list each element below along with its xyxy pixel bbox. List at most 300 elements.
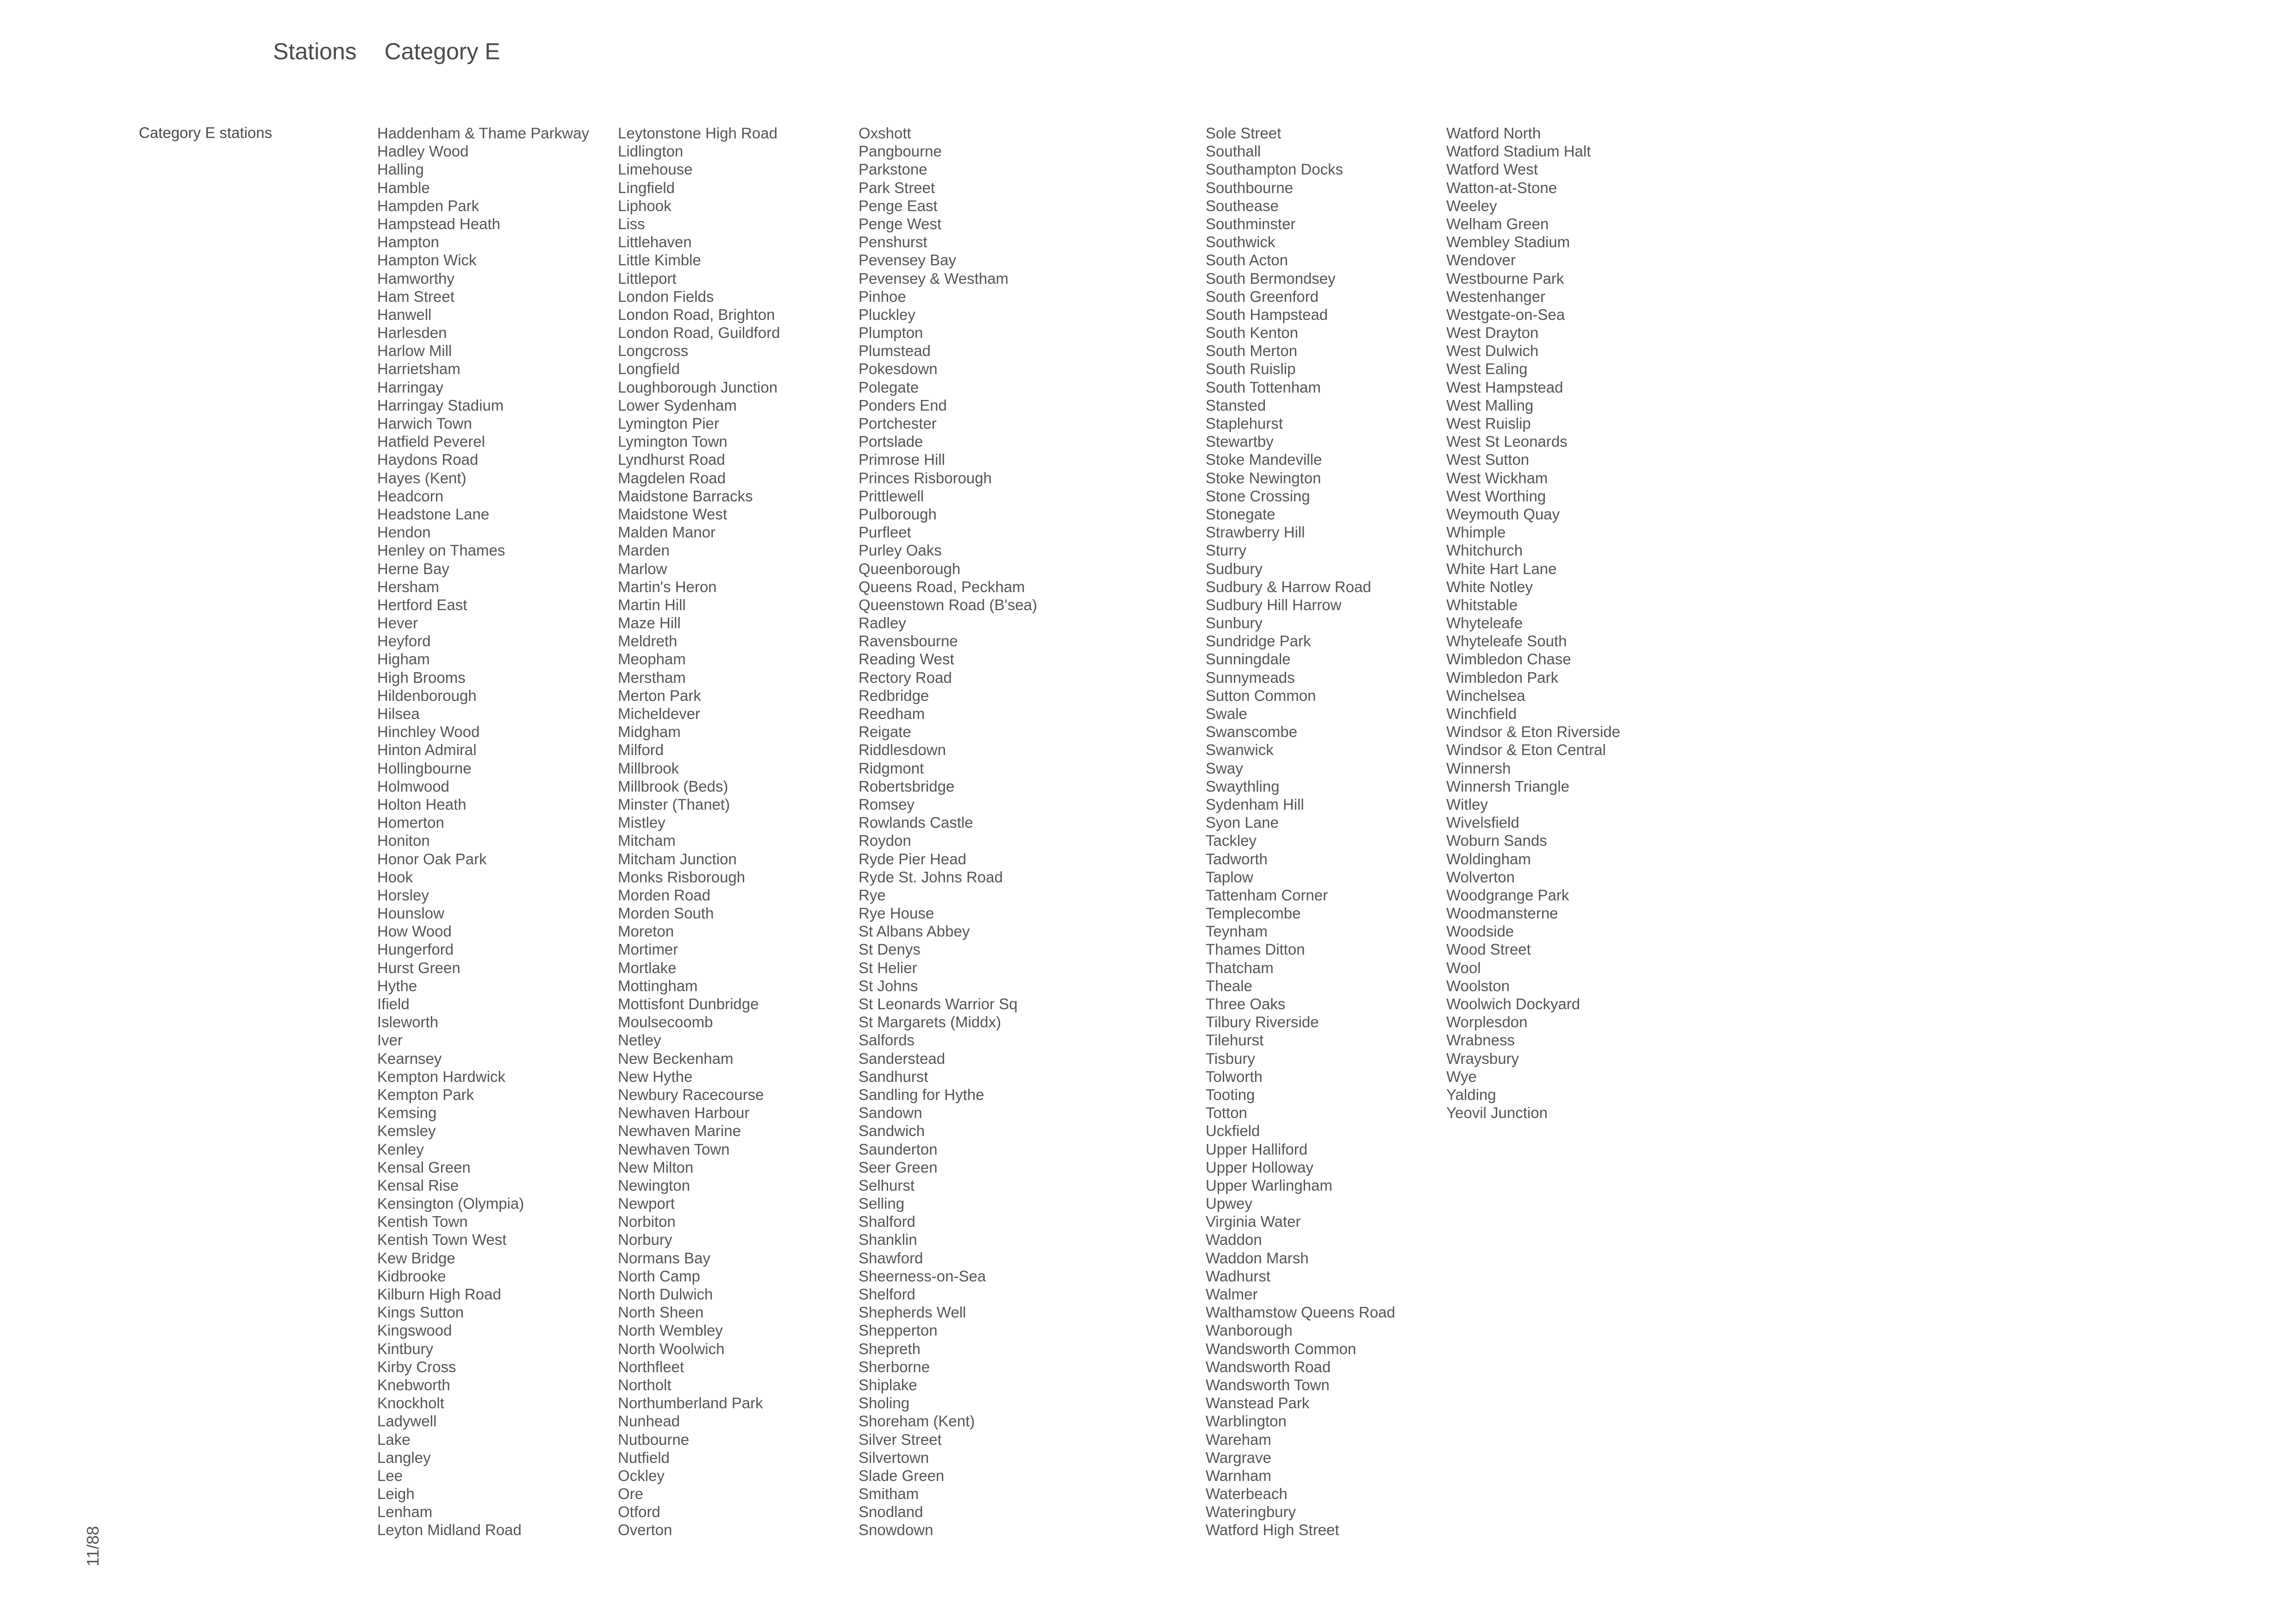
station-name: Swaythling xyxy=(1206,777,1280,795)
station-name: Kensal Green xyxy=(377,1158,471,1176)
station-column-5 xyxy=(1446,124,1620,1122)
station-name: Overton xyxy=(618,1521,672,1539)
station-name: Penge East xyxy=(859,197,938,214)
station-name: North Dulwich xyxy=(618,1286,713,1303)
station-name: Wood Street xyxy=(1446,941,1531,958)
station-name: Windsor & Eton Central xyxy=(1446,741,1606,759)
station-name: Hilsea xyxy=(377,705,420,722)
station-name: Sandhurst xyxy=(859,1068,928,1085)
station-name: Purley Oaks xyxy=(859,542,942,559)
station-name: Hampstead Heath xyxy=(377,215,500,232)
station-name: Romsey xyxy=(859,795,915,813)
station-name: Ryde St. Johns Road xyxy=(859,868,1003,886)
station-name: Sheerness-on-Sea xyxy=(859,1267,986,1285)
station-name: Malden Manor xyxy=(618,524,716,541)
station-name: Lee xyxy=(377,1467,403,1484)
station-name: South Merton xyxy=(1206,342,1298,360)
station-name: Newbury Racecourse xyxy=(618,1086,764,1103)
station-name: Westenhanger xyxy=(1446,287,1546,305)
station-name: Norbiton xyxy=(618,1213,676,1230)
station-name: Waterbeach xyxy=(1206,1485,1288,1503)
station-name: New Milton xyxy=(618,1158,694,1176)
station-name: Henley on Thames xyxy=(377,542,505,559)
station-name: Queenstown Road (B'sea) xyxy=(859,596,1038,613)
station-name: Netley xyxy=(618,1031,661,1049)
station-name: New Hythe xyxy=(618,1068,693,1085)
station-name: Hounslow xyxy=(377,905,444,922)
station-name: Silvertown xyxy=(859,1449,929,1466)
station-name: New Beckenham xyxy=(618,1049,734,1067)
station-name: Millbrook (Beds) xyxy=(618,777,728,795)
station-name: Harlow Mill xyxy=(377,342,452,360)
station-name: Shelford xyxy=(859,1286,915,1303)
station-name: Tolworth xyxy=(1206,1068,1263,1085)
station-name: Northumberland Park xyxy=(618,1394,763,1412)
station-name: Moreton xyxy=(618,923,674,940)
station-name: South Acton xyxy=(1206,251,1288,269)
station-name: Sandling for Hythe xyxy=(859,1086,984,1103)
station-name: Swale xyxy=(1206,705,1247,722)
station-name: Wimbledon Park xyxy=(1446,668,1559,686)
station-name: Sole Street xyxy=(1206,125,1282,142)
station-name: Liss xyxy=(618,215,645,232)
station-name: Prittlewell xyxy=(859,487,924,505)
station-column-2 xyxy=(618,124,780,1539)
station-name: Shepherds Well xyxy=(859,1304,966,1321)
station-name: Kilburn High Road xyxy=(377,1286,501,1303)
station-name: Portslade xyxy=(859,433,923,450)
station-name: Hythe xyxy=(377,977,417,994)
station-name: Newington xyxy=(618,1176,690,1194)
station-name: Hampton xyxy=(377,233,439,251)
station-name: Tackley xyxy=(1206,832,1257,849)
station-name: Selhurst xyxy=(859,1176,915,1194)
station-name: Kensington (Olympia) xyxy=(377,1195,524,1212)
station-name: Wembley Stadium xyxy=(1446,233,1570,251)
station-name: Wandsworth Road xyxy=(1206,1358,1331,1375)
station-name: Harrietsham xyxy=(377,360,460,378)
station-name: Lyndhurst Road xyxy=(618,451,725,468)
page-code: 11/88 xyxy=(83,1526,102,1567)
station-name: Langley xyxy=(377,1449,431,1466)
station-name: London Road, Guildford xyxy=(618,324,780,342)
station-name: Thames Ditton xyxy=(1206,941,1305,958)
station-name: Harringay xyxy=(377,378,444,396)
station-name: Sundridge Park xyxy=(1206,632,1311,650)
station-name: Stonegate xyxy=(1206,505,1276,523)
station-name: Knockholt xyxy=(377,1394,444,1412)
station-name: London Fields xyxy=(618,287,714,305)
station-name: Sudbury xyxy=(1206,560,1263,577)
station-name: Upper Warlingham xyxy=(1206,1176,1332,1194)
station-name: Sutton Common xyxy=(1206,687,1316,704)
station-name: Sunnymeads xyxy=(1206,668,1295,686)
station-name: St Helier xyxy=(859,959,917,976)
station-name: Saunderton xyxy=(859,1140,938,1158)
station-name: Hendon xyxy=(377,524,431,541)
station-name: Pokesdown xyxy=(859,360,938,378)
station-name: Longfield xyxy=(618,360,680,378)
station-name: West Wickham xyxy=(1446,469,1548,487)
station-name: Sudbury Hill Harrow xyxy=(1206,596,1342,613)
station-name: Pluckley xyxy=(859,306,915,323)
station-name: Southall xyxy=(1206,143,1261,160)
station-name: Southwick xyxy=(1206,233,1276,251)
section-title: Stations xyxy=(273,38,357,64)
station-name: Whyteleafe South xyxy=(1446,632,1567,650)
station-name: Harlesden xyxy=(377,324,447,342)
station-name: Wool xyxy=(1446,959,1481,976)
station-name: How Wood xyxy=(377,923,452,940)
station-name: Higham xyxy=(377,650,430,668)
station-name: Heyford xyxy=(377,632,431,650)
station-name: St Denys xyxy=(859,941,921,958)
station-name: Ryde Pier Head xyxy=(859,850,966,868)
station-name: North Camp xyxy=(618,1267,700,1285)
station-name: Pevensey Bay xyxy=(859,251,956,269)
station-name: Rye xyxy=(859,886,886,904)
station-name: Isleworth xyxy=(377,1013,439,1031)
station-name: Walthamstow Queens Road xyxy=(1206,1304,1395,1321)
station-name: Merstham xyxy=(618,668,686,686)
station-name: Sunningdale xyxy=(1206,650,1291,668)
station-name: Silver Street xyxy=(859,1430,942,1448)
station-name: Maze Hill xyxy=(618,614,681,632)
station-name: Hinton Admiral xyxy=(377,741,477,759)
station-name: Kenley xyxy=(377,1140,424,1158)
station-name: Mortimer xyxy=(618,941,678,958)
station-name: Wivelsfield xyxy=(1446,814,1519,831)
station-name: Rye House xyxy=(859,905,934,922)
station-name: Witley xyxy=(1446,795,1488,813)
station-name: Winnersh Triangle xyxy=(1446,777,1569,795)
station-name: Penshurst xyxy=(859,233,927,251)
station-name: Snodland xyxy=(859,1503,923,1521)
station-name: Newhaven Harbour xyxy=(618,1104,750,1122)
station-name: Shawford xyxy=(859,1249,923,1267)
station-name: Horsley xyxy=(377,886,429,904)
station-name: West St Leonards xyxy=(1446,433,1568,450)
station-name: South Greenford xyxy=(1206,287,1319,305)
station-name: Polegate xyxy=(859,378,919,396)
station-name: West Sutton xyxy=(1446,451,1530,468)
station-name: Lidlington xyxy=(618,143,684,160)
station-name: Monks Risborough xyxy=(618,868,746,886)
station-name: Oxshott xyxy=(859,125,911,142)
station-name: Southbourne xyxy=(1206,179,1293,196)
station-name: Uckfield xyxy=(1206,1122,1260,1140)
station-name: Walmer xyxy=(1206,1286,1258,1303)
station-name: Martin Hill xyxy=(618,596,686,613)
station-name: Pulborough xyxy=(859,505,937,523)
station-name: St Margarets (Middx) xyxy=(859,1013,1002,1031)
station-name: Merton Park xyxy=(618,687,701,704)
station-name: Honiton xyxy=(377,832,430,849)
station-name: Homerton xyxy=(377,814,444,831)
station-name: Sway xyxy=(1206,759,1243,777)
station-name: Harwich Town xyxy=(377,415,472,432)
station-name: Primrose Hill xyxy=(859,451,946,468)
station-column-3 xyxy=(859,124,1037,1539)
station-name: Upper Holloway xyxy=(1206,1158,1313,1176)
station-name: Plumpton xyxy=(859,324,923,342)
station-name: Seer Green xyxy=(859,1158,938,1176)
station-name: Woodside xyxy=(1446,923,1514,940)
station-name: Salfords xyxy=(859,1031,915,1049)
station-name: St Leonards Warrior Sq xyxy=(859,995,1018,1012)
station-name: Slade Green xyxy=(859,1467,945,1484)
station-name: Stone Crossing xyxy=(1206,487,1310,505)
station-name: Wareham xyxy=(1206,1430,1271,1448)
station-name: Windsor & Eton Riverside xyxy=(1446,723,1620,741)
station-name: Tisbury xyxy=(1206,1049,1255,1067)
page-title: Category E xyxy=(384,38,500,64)
station-name: Upper Halliford xyxy=(1206,1140,1308,1158)
station-name: South Tottenham xyxy=(1206,378,1321,396)
station-name: Hever xyxy=(377,614,418,632)
station-name: Pinhoe xyxy=(859,287,906,305)
station-name: Woburn Sands xyxy=(1446,832,1547,849)
station-name: Winchelsea xyxy=(1446,687,1525,704)
station-name: Stoke Newington xyxy=(1206,469,1321,487)
station-name: Longcross xyxy=(618,342,689,360)
station-name: Mitcham Junction xyxy=(618,850,737,868)
station-name: Watford High Street xyxy=(1206,1521,1339,1539)
station-name: Reading West xyxy=(859,650,954,668)
station-name: Rowlands Castle xyxy=(859,814,973,831)
station-name: Midgham xyxy=(618,723,681,741)
station-name: Nutbourne xyxy=(618,1430,690,1448)
station-name: Wraysbury xyxy=(1446,1049,1519,1067)
station-name: Woldingham xyxy=(1446,850,1531,868)
station-name: Hook xyxy=(377,868,413,886)
station-name: Northolt xyxy=(618,1376,672,1393)
station-name: Smitham xyxy=(859,1485,919,1503)
station-name: Staplehurst xyxy=(1206,415,1283,432)
station-name: Stewartby xyxy=(1206,433,1274,450)
station-name: Watford North xyxy=(1446,125,1541,142)
station-name: Tilbury Riverside xyxy=(1206,1013,1319,1031)
station-name: Headstone Lane xyxy=(377,505,490,523)
station-name: Tattenham Corner xyxy=(1206,886,1328,904)
station-name: Holton Heath xyxy=(377,795,467,813)
station-name: Watford Stadium Halt xyxy=(1446,143,1591,160)
station-name: North Sheen xyxy=(618,1304,704,1321)
station-name: South Hampstead xyxy=(1206,306,1328,323)
station-name: Hersham xyxy=(377,578,439,595)
station-name: Kingswood xyxy=(377,1322,452,1339)
station-name: Otford xyxy=(618,1503,660,1521)
station-name: Kirby Cross xyxy=(377,1358,456,1375)
station-name: West Worthing xyxy=(1446,487,1546,505)
station-name: Shanklin xyxy=(859,1231,917,1249)
station-name: Waddon Marsh xyxy=(1206,1249,1309,1267)
station-name: Thatcham xyxy=(1206,959,1274,976)
station-name: Maidstone West xyxy=(618,505,727,523)
station-name: South Bermondsey xyxy=(1206,269,1336,287)
station-name: Purfleet xyxy=(859,524,911,541)
station-name: Iver xyxy=(377,1031,403,1049)
station-name: Warblington xyxy=(1206,1412,1287,1430)
station-name: Ockley xyxy=(618,1467,665,1484)
station-name: Littlehaven xyxy=(618,233,692,251)
station-name: Magdelen Road xyxy=(618,469,726,487)
station-name: Roydon xyxy=(859,832,911,849)
station-name: Selling xyxy=(859,1195,905,1212)
station-name: Herne Bay xyxy=(377,560,449,577)
station-name: Totton xyxy=(1206,1104,1247,1122)
station-name: Snowdown xyxy=(859,1521,933,1539)
station-name: Ifield xyxy=(377,995,410,1012)
station-name: Ridgmont xyxy=(859,759,924,777)
station-name: Newhaven Town xyxy=(618,1140,730,1158)
page-header xyxy=(273,38,500,65)
station-name: Sturry xyxy=(1206,542,1247,559)
station-name: Northfleet xyxy=(618,1358,684,1375)
station-name: Rectory Road xyxy=(859,668,952,686)
station-name: Holmwood xyxy=(377,777,449,795)
station-name: North Woolwich xyxy=(618,1340,725,1357)
station-name: Sydenham Hill xyxy=(1206,795,1304,813)
station-name: Hanwell xyxy=(377,306,432,323)
station-name: Wrabness xyxy=(1446,1031,1515,1049)
station-name: Weeley xyxy=(1446,197,1497,214)
station-name: Teynham xyxy=(1206,923,1268,940)
station-name: Halling xyxy=(377,161,424,178)
station-name: Reigate xyxy=(859,723,911,741)
station-name: Riddlesdown xyxy=(859,741,946,759)
station-name: Maidstone Barracks xyxy=(618,487,753,505)
station-name: Newhaven Marine xyxy=(618,1122,741,1140)
station-name: Strawberry Hill xyxy=(1206,524,1305,541)
station-name: Tadworth xyxy=(1206,850,1268,868)
station-name: Stoke Mandeville xyxy=(1206,451,1322,468)
station-name: Wandsworth Common xyxy=(1206,1340,1356,1357)
station-name: Kew Bridge xyxy=(377,1249,455,1267)
station-name: Southease xyxy=(1206,197,1279,214)
station-name: St Johns xyxy=(859,977,918,994)
station-name: Loughborough Junction xyxy=(618,378,778,396)
station-name: Westbourne Park xyxy=(1446,269,1564,287)
station-name: Meldreth xyxy=(618,632,678,650)
station-name: Whimple xyxy=(1446,524,1506,541)
station-name: Milford xyxy=(618,741,664,759)
station-name: Martin's Heron xyxy=(618,578,717,595)
station-name: Queenborough xyxy=(859,560,961,577)
station-name: Princes Risborough xyxy=(859,469,992,487)
station-name: Templecombe xyxy=(1206,905,1301,922)
station-name: Micheldever xyxy=(618,705,700,722)
station-name: Wanstead Park xyxy=(1206,1394,1310,1412)
station-name: North Wembley xyxy=(618,1322,723,1339)
station-name: Pangbourne xyxy=(859,143,942,160)
station-name: Hungerford xyxy=(377,941,454,958)
station-name: Kidbrooke xyxy=(377,1267,446,1285)
station-name: Watton-at-Stone xyxy=(1446,179,1557,196)
station-name: Norbury xyxy=(618,1231,672,1249)
station-name: Newport xyxy=(618,1195,675,1212)
station-name: Hertford East xyxy=(377,596,467,613)
station-name: Hurst Green xyxy=(377,959,460,976)
station-name: White Hart Lane xyxy=(1446,560,1557,577)
station-name: Sunbury xyxy=(1206,614,1263,632)
station-name: Whitstable xyxy=(1446,596,1518,613)
station-name: Kemsley xyxy=(377,1122,436,1140)
station-name: Lower Sydenham xyxy=(618,396,737,414)
station-name: Wadhurst xyxy=(1206,1267,1270,1285)
station-name: Three Oaks xyxy=(1206,995,1286,1012)
station-name: Marden xyxy=(618,542,670,559)
station-name: Sudbury & Harrow Road xyxy=(1206,578,1371,595)
station-name: Meopham xyxy=(618,650,686,668)
station-name: West Drayton xyxy=(1446,324,1539,342)
station-name: West Ealing xyxy=(1446,360,1528,378)
station-name: Nutfield xyxy=(618,1449,670,1466)
station-name: Haydons Road xyxy=(377,451,479,468)
station-name: Kintbury xyxy=(377,1340,434,1357)
station-name: High Brooms xyxy=(377,668,466,686)
station-name: Shalford xyxy=(859,1213,915,1230)
station-name: Limehouse xyxy=(618,161,693,178)
station-name: Parkstone xyxy=(859,161,927,178)
station-name: Kearnsey xyxy=(377,1049,442,1067)
station-name: Wargrave xyxy=(1206,1449,1271,1466)
station-name: Woodgrange Park xyxy=(1446,886,1569,904)
station-name: Wateringbury xyxy=(1206,1503,1296,1521)
station-name: Watford West xyxy=(1446,161,1538,178)
station-name: Hadley Wood xyxy=(377,143,469,160)
station-name: South Kenton xyxy=(1206,324,1298,342)
station-name: Ravensbourne xyxy=(859,632,958,650)
station-name: Littleport xyxy=(618,269,677,287)
station-name: Yalding xyxy=(1446,1086,1496,1103)
station-name: West Malling xyxy=(1446,396,1534,414)
station-name: Whyteleafe xyxy=(1446,614,1523,632)
station-name: Wimbledon Chase xyxy=(1446,650,1571,668)
station-name: Hamble xyxy=(377,179,430,196)
station-name: Lymington Pier xyxy=(618,415,719,432)
station-name: Tooting xyxy=(1206,1086,1255,1103)
station-name: London Road, Brighton xyxy=(618,306,775,323)
station-name: Hampton Wick xyxy=(377,251,477,269)
station-name: Swanscombe xyxy=(1206,723,1298,741)
station-name: Leyton Midland Road xyxy=(377,1521,522,1539)
station-name: Swanwick xyxy=(1206,741,1274,759)
station-name: Radley xyxy=(859,614,906,632)
station-name: Woodmansterne xyxy=(1446,905,1558,922)
station-name: Whitchurch xyxy=(1446,542,1523,559)
station-name: Yeovil Junction xyxy=(1446,1104,1548,1122)
station-column-4 xyxy=(1206,124,1395,1539)
station-name: Hampden Park xyxy=(377,197,479,214)
station-name: Portchester xyxy=(859,415,937,432)
station-name: Hayes (Kent) xyxy=(377,469,467,487)
station-name: Southampton Docks xyxy=(1206,161,1344,178)
station-name: Reedham xyxy=(859,705,925,722)
station-name: Welham Green xyxy=(1446,215,1549,232)
station-name: Shiplake xyxy=(859,1376,917,1393)
station-name: Kempton Park xyxy=(377,1086,474,1103)
station-name: Tilehurst xyxy=(1206,1031,1264,1049)
station-name: Winnersh xyxy=(1446,759,1511,777)
station-name: Winchfield xyxy=(1446,705,1517,722)
station-name: Mitcham xyxy=(618,832,676,849)
station-name: Southminster xyxy=(1206,215,1296,232)
station-name: Sanderstead xyxy=(859,1049,946,1067)
station-name: Ponders End xyxy=(859,396,947,414)
station-name: Hamworthy xyxy=(377,269,454,287)
station-column-1 xyxy=(377,124,589,1539)
